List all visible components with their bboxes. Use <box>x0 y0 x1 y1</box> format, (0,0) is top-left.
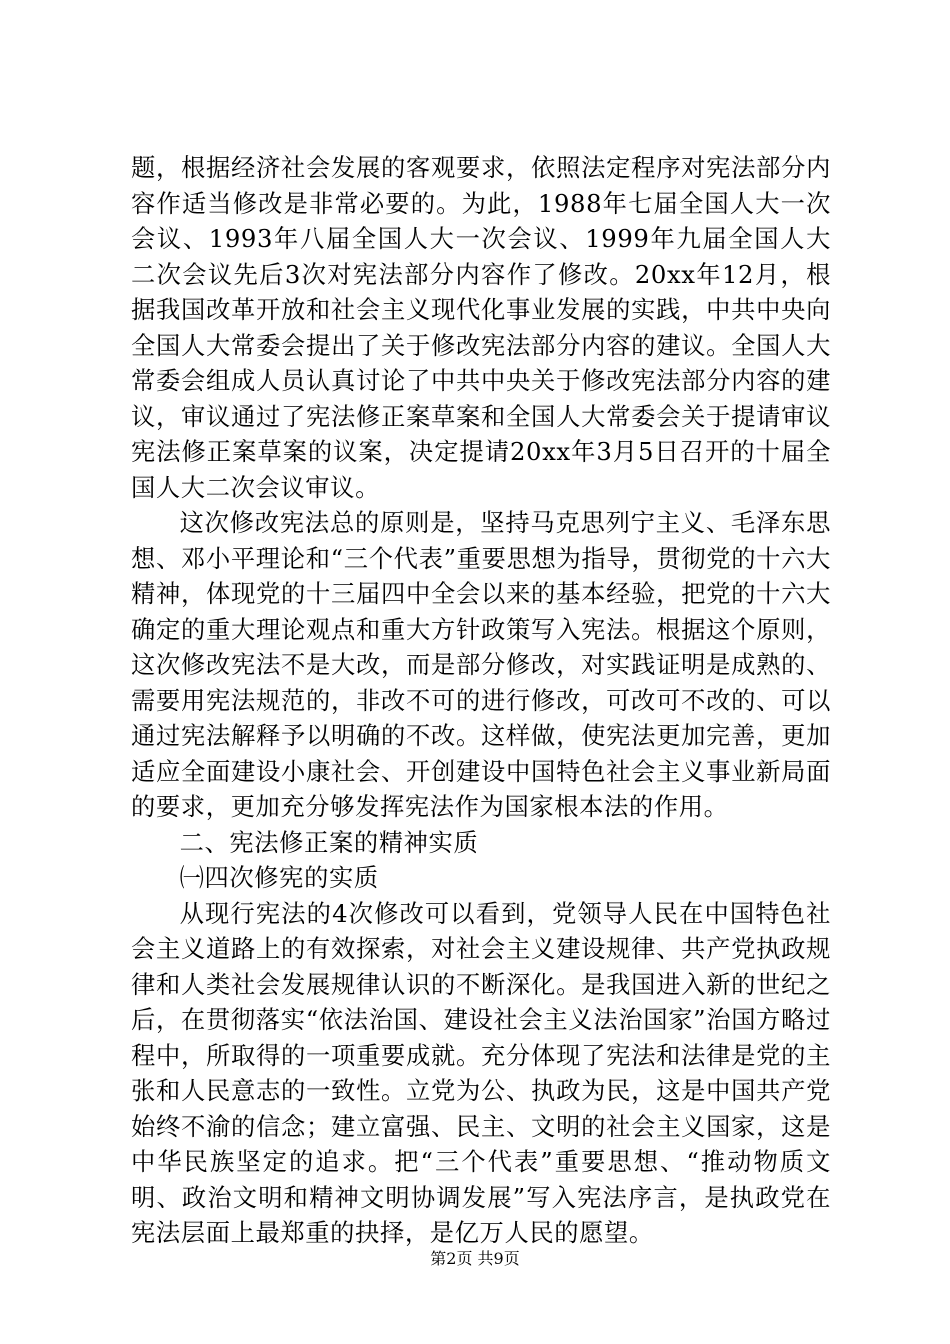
page-footer: 第2页 共9页 <box>430 1249 520 1268</box>
section-heading: 二、宪法修正案的精神实质 <box>179 827 479 857</box>
document-body <box>131 150 831 1251</box>
subsection-heading: ㈠四次修宪的实质 <box>179 863 379 892</box>
paragraph-amendment-essence: 从现行宪法的4次修改可以看到，党领导人民在中国特色社会主义道路上的有效探索，对社会主义建设规律、共产党执政规律和人类社会发展规律认识的不断深化。是我国进入新的世纪之后，在贯彻落实“依法治国、建设社会主义法治国家”治国方略过程中，所取得的一项重要成就。充分体现了宪法和法律是党的主张和人民意志的一致性。立党为公、执政为民，这是中国共产党始终不渝的信念；建立富强、民主、文明的社会主义国家，这是中华民族坚定的追求。把“三个代表”重要思想、“推动物质文明、政治文明和精神文明协调发展”写入宪法序言，是执政党在宪法层面上最郑重的抉择，是亿万人民的愿望。 <box>131 898 831 1247</box>
paragraph-continuation: 题，根据经济社会发展的客观要求，依照法定程序对宪法部分内容作适当修改是非常必要的。为此，1988年七届全国人大一次会议、1993年八届全国人大一次会议、1999年九届全国人大二次会议先后3次对宪法部分内容作了修改。20xx年12月，根据我国改革开放和社会主义现代化事业发展的实践，中共中央向全国人大常委会提出了关于修改宪法部分内容的建议。全国人大常委会组成人员认真讨论了中共中央关于修改宪法部分内容的建议，审议通过了宪法修正案草案和全国人大常委会关于提请审议宪法修正案草案的议案，决定提请20xx年3月5日召开的十届全国人大二次会议审议。 <box>131 153 831 502</box>
paragraph-amendment-principle: 这次修改宪法总的原则是，坚持马克思列宁主义、毛泽东思想、邓小平理论和“三个代表”重要思想为指导，贯彻党的十六大精神，体现党的十三届四中全会以来的基本经验，把党的十六大确定的重大理论观点和重大方针政策写入宪法。根据这个原则，这次修改宪法不是大改，而是部分修改，对实践证明是成熟的、需要用宪法规范的，非改不可的进行修改，可改可不改的、可以通过宪法解释予以明确的不改。这样做，使宪法更加完善，更加适应全面建设小康社会、开创建设中国特色社会主义事业新局面的要求，更加充分够发挥宪法作为国家根本法的作用。 <box>131 508 831 821</box>
